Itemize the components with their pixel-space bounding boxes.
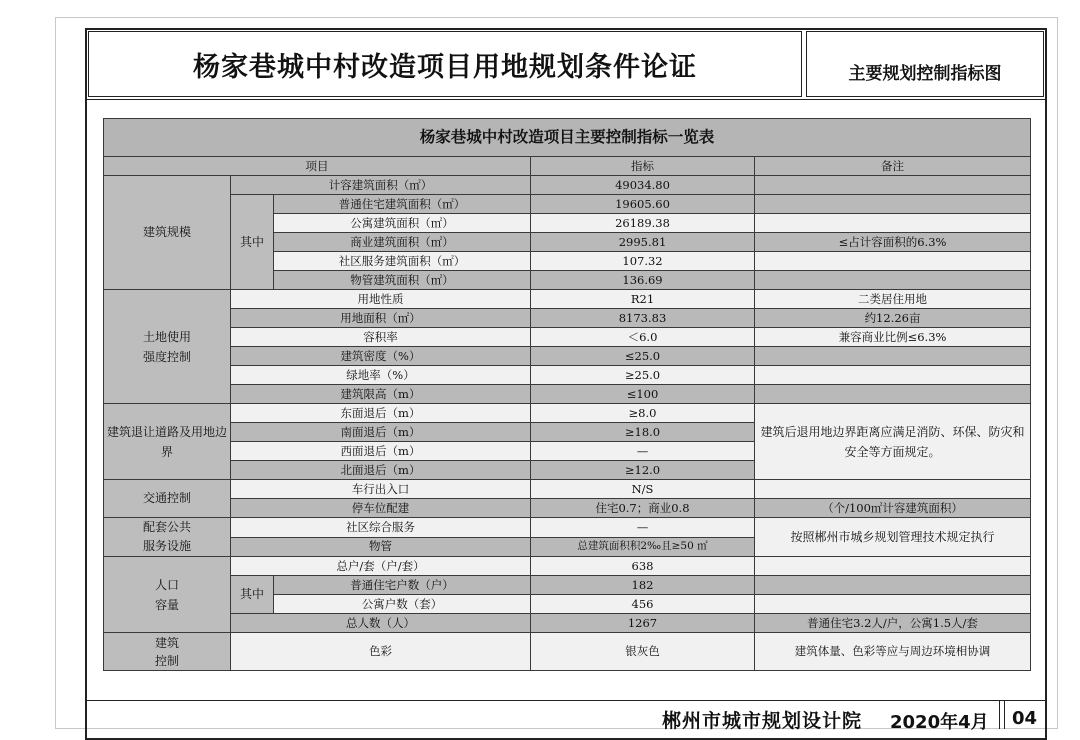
table-row-value: 1267 [531,614,755,633]
section-population-label: 人口容量 [154,577,179,612]
table-row-note [755,366,1031,385]
table-row-value: ≥25.0 [531,366,755,385]
table-row-item: 建筑密度（%） [231,347,531,366]
table-row-note [755,176,1031,195]
table-row-item: 车行出入口 [231,480,531,499]
table-row-value: ≤25.0 [531,347,755,366]
section-facilities-label: 配套公共服务设施 [142,520,191,553]
table-row-item: 停车位配建 [231,499,531,518]
setback-note [755,404,1031,480]
table-row-value: 总建筑面积积2‰且≥50 ㎡ [531,537,755,557]
header-divider [85,99,1047,100]
page-subtitle: 主要规划控制指标图 [848,63,1002,84]
footer-date: 2020年4月 [890,712,989,733]
table-row-value: N/S [531,480,755,499]
table-row-item: 普通住宅建筑面积（㎡） [274,195,531,214]
table-row-note: 约12.26亩 [755,309,1031,328]
footer-divider [85,700,1047,701]
table-row-note: 建筑体量、色彩等应与周边环境相协调 [755,633,1031,671]
table-row-value: — [531,442,755,461]
table-row-value: 2995.81 [531,233,755,252]
section-land-use [104,290,231,404]
table-row-note: （个/100㎡计容建筑面积） [755,499,1031,518]
table-row-note [755,576,1031,595]
table-row-note [755,252,1031,271]
table-row-item: 商业建筑面积（㎡） [274,233,531,252]
subtitle-block [806,31,1044,97]
table-row-item: 物管建筑面积（㎡） [274,271,531,290]
table-row-item: 公寓户数（套） [274,595,531,614]
table-row-item: 容积率 [231,328,531,347]
table-row-value: ≤100 [531,385,755,404]
section-facilities [104,518,231,557]
table-row-value: 638 [531,557,755,576]
table-row-item: 公寓建筑面积（㎡） [274,214,531,233]
table-row-item: 南面退后（m） [231,423,531,442]
table-row-item: 物管 [231,537,531,557]
table-row-value: 8173.83 [531,309,755,328]
section-land-use-label: 土地使用强度控制 [142,329,191,364]
table-row-note: 兼容商业比例≤6.3% [755,328,1031,347]
table-row-value: ≥8.0 [531,404,755,423]
table-row-value: 银灰色 [531,633,755,671]
table-row-note [755,214,1031,233]
section-building-scale: 建筑规模 [104,176,231,290]
footer-page-number: 04 [1012,708,1038,729]
table-row-item: 北面退后（m） [231,461,531,480]
section-traffic: 交通控制 [104,480,231,518]
table-row-note: 普通住宅3.2人/户，公寓1.5人/套 [755,614,1031,633]
footer-separator [999,701,1000,729]
section-architecture [104,633,231,671]
table-row-item: 西面退后（m） [231,442,531,461]
control-index-table [103,118,1031,671]
col-header-item: 项目 [104,157,531,176]
table-row-value: 136.69 [531,271,755,290]
table-row-item: 社区服务建筑面积（㎡） [274,252,531,271]
setback-note-text: 建筑后退用地边界距离应满足消防、环保、防灾和安全等方面规定。 [760,424,1025,459]
title-block [88,31,802,97]
table-row-value: ≥18.0 [531,423,755,442]
table-row-value: 456 [531,595,755,614]
table-row-item: 东面退后（m） [231,404,531,423]
table-row-value: 107.32 [531,252,755,271]
section-setback-label: 建筑退让道路及用地边界 [107,424,228,459]
table-row-item: 色彩 [231,633,531,671]
qizhong-label: 其中 [231,195,274,290]
table-row-item: 用地面积（㎡） [231,309,531,328]
footer-separator [1004,701,1005,729]
section-setback [104,404,231,480]
table-row-value: 26189.38 [531,214,755,233]
table-row-value: ＜6.0 [531,328,755,347]
table-caption: 杨家巷城中村改造项目主要控制指标一览表 [104,119,1031,157]
section-architecture-label: 建筑控制 [154,635,179,668]
table-row-value: 住宅0.7；商业0.8 [531,499,755,518]
table-row-item: 用地性质 [231,290,531,309]
table-row-value: — [531,518,755,538]
table-row-value: 19605.60 [531,195,755,214]
qizhong-label: 其中 [231,576,274,614]
table-row-item: 普通住宅户数（户） [274,576,531,595]
table-row-note [755,271,1031,290]
table-row-item: 绿地率（%） [231,366,531,385]
table-row-note [755,385,1031,404]
section-population [104,557,231,633]
table-row-item: 社区综合服务 [231,518,531,538]
table-row-value: 49034.80 [531,176,755,195]
page-title: 杨家巷城中村改造项目用地规划条件论证 [193,51,697,83]
table-row-item: 建筑限高（m） [231,385,531,404]
table-row-note [755,557,1031,576]
table-row-note [755,480,1031,499]
table-row-value: ≥12.0 [531,461,755,480]
table-row-note [755,595,1031,614]
footer-org: 郴州市城市规划设计院 [662,710,863,732]
table-row-item: 总人数（人） [231,614,531,633]
table-row-value: R21 [531,290,755,309]
table-row-item: 计容建筑面积（㎡） [231,176,531,195]
table-row-note: 二类居住用地 [755,290,1031,309]
facilities-note: 按照郴州市城乡规划管理技术规定执行 [755,518,1031,557]
col-header-note: 备注 [755,157,1031,176]
table-row-note [755,195,1031,214]
table-row-item: 总户/套（户/套） [231,557,531,576]
table-row-value: 182 [531,576,755,595]
table-row-note: ≤占计容面积的6.3% [755,233,1031,252]
table-row-note [755,347,1031,366]
col-header-value: 指标 [531,157,755,176]
